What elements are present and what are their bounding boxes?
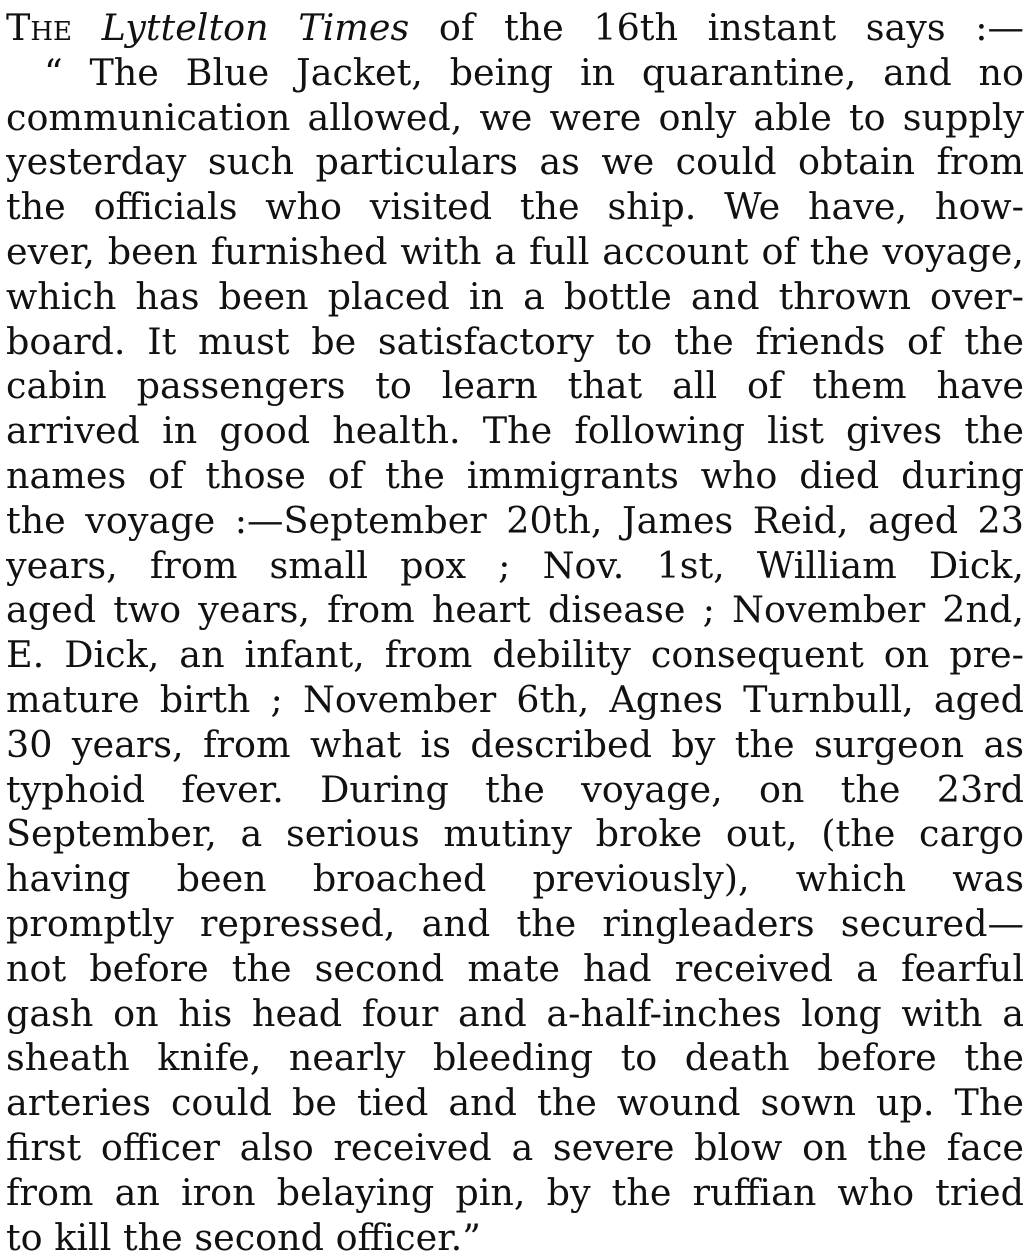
article-text-line: names of those of the immigrants who died during [6,453,1024,497]
article-text-line: having been broached previously), which was [6,857,1024,901]
article-text-line: “ The Blue Jacket, being in quarantine, and no [44,50,1024,94]
article-text-line: arrived in good health. The following list gives the [6,409,1024,453]
article-text-line: communication allowed, we were only able to supply [6,95,1024,139]
article-text-line: E. Dick, an infant, from debility consequent on pre- [6,633,1024,677]
newspaper-title: Lyttelton Times [101,6,410,49]
article-text-line: ever, been furnished with a full account of the voyage, [6,229,1024,273]
article-text-line: not before the second mate had received a fearful [6,946,1024,990]
article-text-line: the officials who visited the ship. We have, how- [6,185,1024,229]
article-text-line: first officer also received a severe blow on the face [6,1125,1024,1169]
article-text-line: yesterday such particulars as we could obtain from [6,140,1024,184]
article-text-line: board. It must be satisfactory to the friends of the [6,319,1024,363]
article-text-line: years, from small pox ; Nov. 1st, William Dick, [6,543,1024,587]
article-text-line: September, a serious mutiny broke out, (the cargo [6,812,1024,856]
article-text-line: cabin passengers to learn that all of them have [6,364,1024,408]
article-text-line: typhoid fever. During the voyage, on the 23rd [6,767,1024,811]
article-text-line: which has been placed in a bottle and thrown over- [6,274,1024,318]
article-text-line: arteries could be tied and the wound sown up. The [6,1081,1024,1125]
article-text-line: gash on his head four and a-half-inches long with a [6,991,1024,1035]
article-text-line: aged two years, from heart disease ; November 2nd, [6,588,1024,632]
article-text-line: from an iron belaying pin, by the ruffian who tried [6,1170,1024,1214]
article-heading-line [6,6,1024,51]
article-text-line: to kill the second officer.” [6,1215,481,1259]
article-text-line: 30 years, from what is described by the surgeon as [6,722,1024,766]
heading-prefix: The [6,6,72,49]
article-text-line: sheath knife, nearly bleeding to death before the [6,1036,1024,1080]
article-text-line: mature birth ; November 6th, Agnes Turnbull, aged [6,677,1024,721]
heading-suffix: of the 16th instant says :— [409,6,1024,49]
article-text-line: promptly repressed, and the ringleaders secured— [6,901,1024,945]
article-text-line: the voyage :—September 20th, James Reid, aged 23 [6,498,1024,542]
